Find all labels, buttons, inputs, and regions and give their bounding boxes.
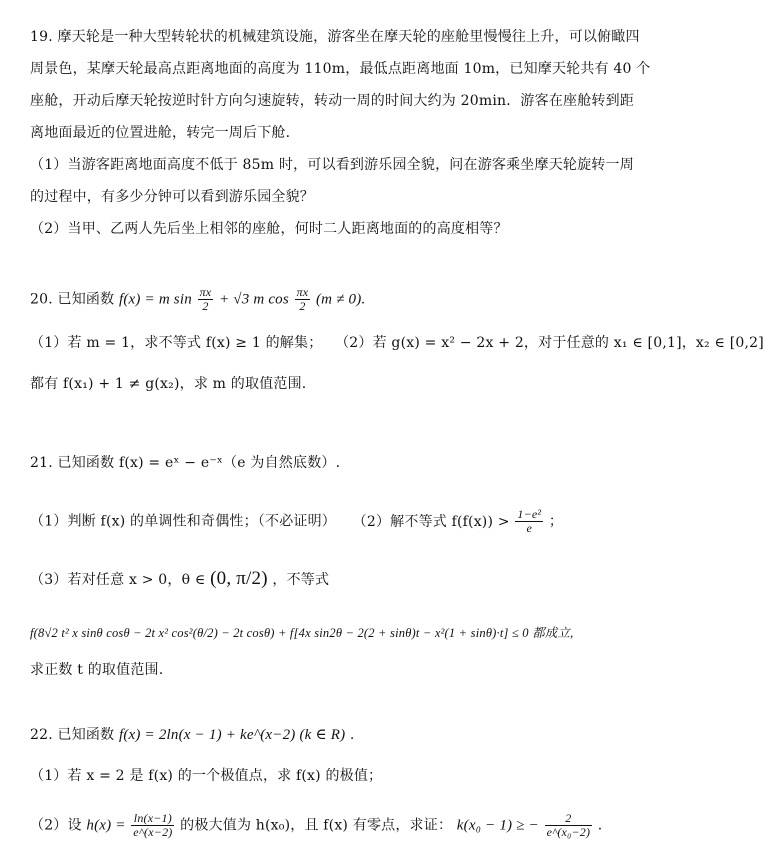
q22-part2-conc-num: 2 bbox=[545, 812, 593, 826]
q21-part2-num: 1−e² bbox=[517, 507, 542, 521]
q21-inequality bbox=[30, 623, 574, 643]
q21-part2-tail: ； bbox=[548, 513, 564, 530]
q21-lead: 21. 已知函数 f(x) = eˣ − e⁻ˣ（e 为自然底数）. bbox=[30, 455, 341, 471]
q21-parts-line bbox=[30, 508, 563, 535]
q20-frac1-num: πx bbox=[199, 285, 212, 299]
q22-part2-den: e^(x−2) bbox=[133, 825, 173, 839]
q20-func-mid: + √3 m cos bbox=[218, 291, 289, 308]
q20-frac1-den: 2 bbox=[202, 299, 209, 313]
q22-part2-lead: （2）设 bbox=[30, 817, 82, 834]
q22-statement bbox=[30, 725, 355, 745]
q19-line1: 19. 摩天轮是一种大型转轮状的机械建筑设施，游客坐在摩天轮的座舱里慢慢往上升，可以俯瞰四 bbox=[30, 29, 640, 45]
q19-part1a: （1）当游客距离地面高度不低于 85m 时，可以看到游乐园全貌，问在游客乘坐摩天轮旋转一周 bbox=[30, 157, 634, 173]
q22-part2-line bbox=[30, 812, 602, 839]
q22-part2-num: ln(x−1) bbox=[131, 812, 174, 826]
q20-part2b: 都有 f(x₁) + 1 ≠ g(x₂)，求 m 的取值范围. bbox=[30, 376, 307, 392]
q21-part3-lead: （3）若对任意 x > 0，θ ∈ bbox=[30, 572, 206, 588]
q21-part3-tail: ，不等式 bbox=[272, 572, 330, 588]
q22-part2-conc-den: e^(x₀−2) bbox=[546, 825, 591, 839]
q21-part2-den: e bbox=[526, 521, 533, 535]
q22-period: . bbox=[349, 727, 355, 743]
q19-part1b: 的过程中，有多少分钟可以看到游乐园全貌？ bbox=[30, 189, 314, 205]
q20-func-tail: (m ≠ 0). bbox=[315, 291, 366, 308]
q20-lead: 20. 已知函数 bbox=[30, 291, 115, 308]
q22-part2-conc-frac bbox=[545, 812, 593, 839]
q22-lead: 22. 已知函数 bbox=[30, 727, 115, 743]
q21-ineq-text: f(8√2 t² x sinθ cosθ − 2t x² cos²(θ/2) − 2t cosθ) + f[4x sin2θ − 2(2 + sinθ)t − x²(1 + sinθ)·t] ≤ 0 都成立, bbox=[30, 626, 574, 640]
q20-frac1 bbox=[198, 286, 214, 313]
q19-line3: 座舱，开动后摩天轮按逆时针方向匀速旋转，转动一周的时间大约为 20min．游客在座舱转到距 bbox=[30, 93, 635, 109]
q21-part3-interval: (0, π/2) bbox=[210, 568, 268, 589]
q20-frac2-den: 2 bbox=[299, 299, 306, 313]
q22-part2-end: . bbox=[597, 817, 603, 834]
q20-part2: （2）若 g(x) = x² − 2x + 2，对于任意的 x₁ ∈ [0,1]，x₂ ∈ [0,2] bbox=[335, 335, 764, 351]
q22-part2-mid: 的极大值为 h(x₀)，且 f(x) 有零点，求证： bbox=[180, 817, 453, 834]
q19-line2: 周景色，某摩天轮最高点距离地面的高度为 110m，最低点距离地面 10m，已知摩天轮共有 40 个 bbox=[30, 61, 651, 77]
q20-frac2-num: πx bbox=[296, 285, 309, 299]
q22-part2-h: h(x) = bbox=[86, 817, 126, 834]
q19-part2: （2）当甲、乙两人先后坐上相邻的座舱，何时二人距离地面的的高度相等？ bbox=[30, 221, 508, 237]
q19-line4: 离地面最近的位置进舱，转完一周后下舱． bbox=[30, 125, 300, 141]
q21-tail: 求正数 t 的取值范围. bbox=[30, 662, 164, 678]
q22-func: f(x) = 2ln(x − 1) + ke^(x−2) (k ∈ R) bbox=[118, 727, 346, 743]
q21-part2-lead: （2）解不等式 f(f(x)) > bbox=[352, 513, 510, 530]
q20-part1: （1）若 m = 1，求不等式 f(x) ≥ 1 的解集； bbox=[30, 335, 323, 351]
q21-part1: （1）判断 f(x) 的单调性和奇偶性；（不必证明） bbox=[30, 513, 337, 530]
q20-frac2 bbox=[295, 286, 311, 313]
q22-part1: （1）若 x = 2 是 f(x) 的一个极值点，求 f(x) 的极值； bbox=[30, 768, 383, 784]
q22-part2-conc: k(x₀ − 1) ≥ − bbox=[456, 817, 539, 834]
q20-func-lhs: f(x) = m sin bbox=[118, 291, 192, 308]
q21-part3-line bbox=[30, 569, 329, 590]
q20-parts-line bbox=[30, 333, 764, 353]
q22-part2-frac bbox=[131, 812, 174, 839]
q20-statement bbox=[30, 286, 365, 313]
q21-part2-frac bbox=[515, 508, 543, 535]
